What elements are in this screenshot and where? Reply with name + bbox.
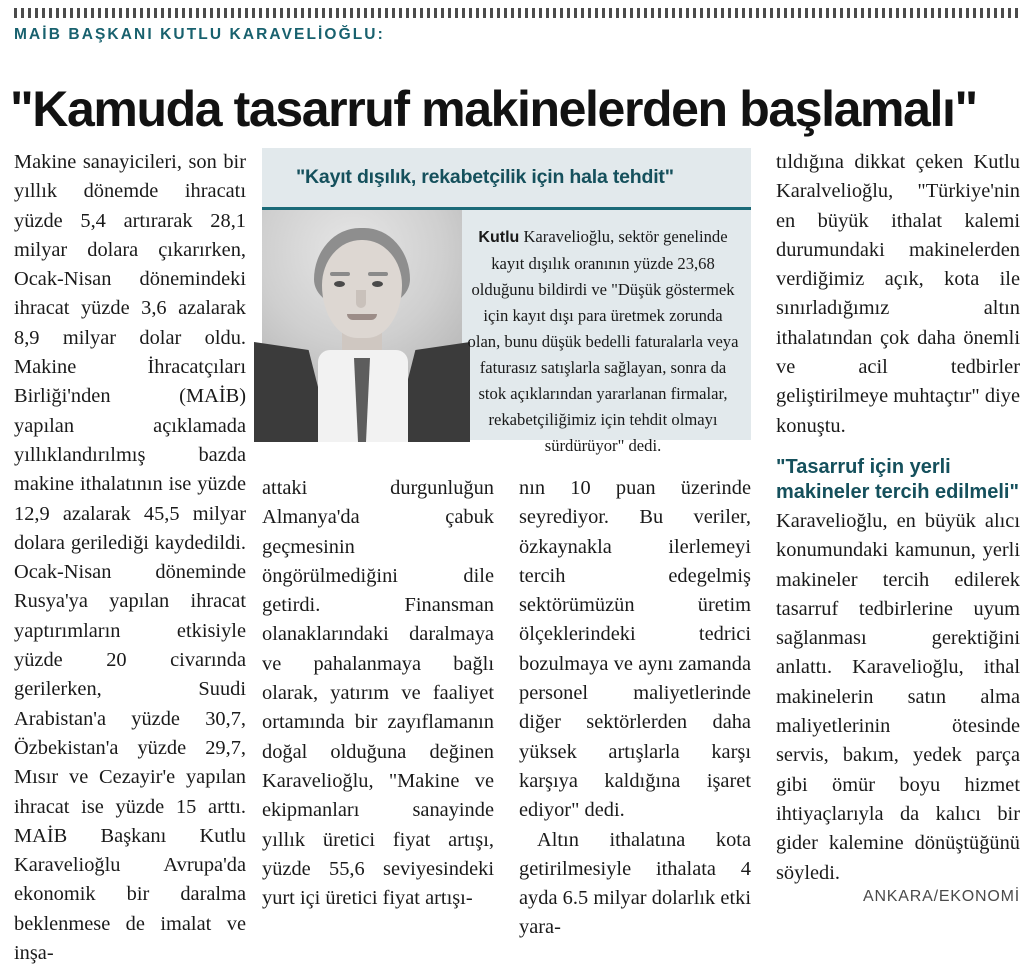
column-3 [519, 148, 751, 939]
column-4-paragraph-2: Karavelioğlu, en büyük alıcı konumundaki kamunun, yerli makineler tercih edilerek tasarruf tedbirlerine uyum sağlanması gerektiğini anlattı. Karavelioğlu, ithal makinelerin satın alma maliyetlerinin ötesinde servis, bakım, yedek parça gibi ömür boyu hizmet ihtiyaçlarıyla da kalıcı bir gider kalemine dönüştüğünü söyledi. [776, 509, 1020, 884]
column-3-lower [519, 474, 751, 943]
column-2-text: attaki durgunluğun Almanya'da çabuk geçmesinin öngörülmediğini dile getirdi. Finansman olanaklarındaki daralmaya ve pahalanmaya bağlı olarak, yatırım ve faaliyet ortamında bir zayıflamanın doğal olduğuna değinen Karavelioğlu, "Makine ve ekipmanları sanayinde yıllık üretici fiyat artışı, yüzde 55,6 seviyesindeki yurt içi üretici fiyat artışı- [262, 477, 494, 910]
column-2 [262, 148, 494, 910]
article-columns [14, 148, 1020, 965]
column-2-lower [262, 474, 494, 913]
column-1-text: Makine sanayicileri, son bir yıllık dönemde ihracatı yüzde 5,4 artırarak 28,1 milyar dolara çıkarırken, Ocak-Nisan dönemindeki ihracat yüzde 3,6 azalarak 8,9 milyar dolar oldu. Makine İhracatçıları Birliği'nden (MAİB) yapılan açıklamada yıllıklandırılmış bazda makine ithalatının ise yüzde 12,9 azalarak 45,5 milyar dolara gerilediği kaydedildi. Ocak-Nisan döneminde Rusya'ya yapılan ihracat yaptırımların etkisiyle yüzde 20 civarında gerilerken, Suudi Arabistan'a yüzde 30,7, Özbekistan'a yüzde 29,7, Mısır ve Cezayir'e yapılan ihracat ise yüzde 15 arttı. MAİB Başkanı Kutlu Karavelioğlu Avrupa'da ekonomik bir daralma beklenmese de imalat ve inşa- [14, 151, 246, 965]
article-credit: ANKARA/EKONOMİ [862, 887, 1020, 905]
column-4 [776, 148, 1020, 905]
page-title: "Kamuda tasarruf makinelerden başlamalı" [10, 80, 977, 137]
pull-quote-text: "Kayıt dışılık, rekabetçilik için hala tehdit" [296, 166, 674, 188]
column-1 [14, 148, 246, 965]
column-4-paragraph-1: tıldığına dikkat çeken Kutlu Karalvelioğlu, "Türkiye'nin en büyük ithalat kalemi durumundaki makinelerden verdiğimiz açık, kota ile sınırladığımız altın ithalatından çok daha önemli ve acil tedbirler geliştirilmeye muhtaçtır" diye konuştu. [776, 151, 1020, 437]
column-3-paragraph-1: nın 10 puan üzerinde seyrediyor. Bu veriler, özkaynakla ilerlemeyi tercih edegelmiş sektörümüzün üretim ölçeklerindeki tedrici bozulmaya ve aynı zamanda personel maliyetlerinde diğer sektörlerden daha yüksek artışlarla karşı karşıya kaldığına işaret ediyor" dedi. [519, 477, 751, 822]
feature-lead-name: Kutlu [478, 229, 520, 246]
column-4-subheading: "Tasarruf için yerli makineler tercih edilmeli" [776, 455, 1019, 503]
column-4-spacer [776, 441, 1020, 455]
column-3-paragraph-2: Altın ithalatına kota getirilmesiyle ithalata 4 ayda 6.5 milyar dolarlık etki yara- [519, 828, 751, 939]
top-dashed-rule [14, 8, 1020, 18]
feature-body-text: Karavelioğlu, sektör genelinde kayıt dışılık oranının yüzde 23,68 olduğunu bildirdi ve "Düşük göstermek için kayıt dışı para üretmek zorunda olan, bunu düşük bedelli faturalarla veya faturasız satışlarla sağlayan, sonra da stok açıklarından yararlanan firmalar, rekabetçiliğimiz için tehdit olmayı sürdürüyor" dedi. [467, 227, 739, 455]
article-kicker: MAİB BAŞKANI KUTLU KARAVELİOĞLU: [14, 26, 385, 43]
